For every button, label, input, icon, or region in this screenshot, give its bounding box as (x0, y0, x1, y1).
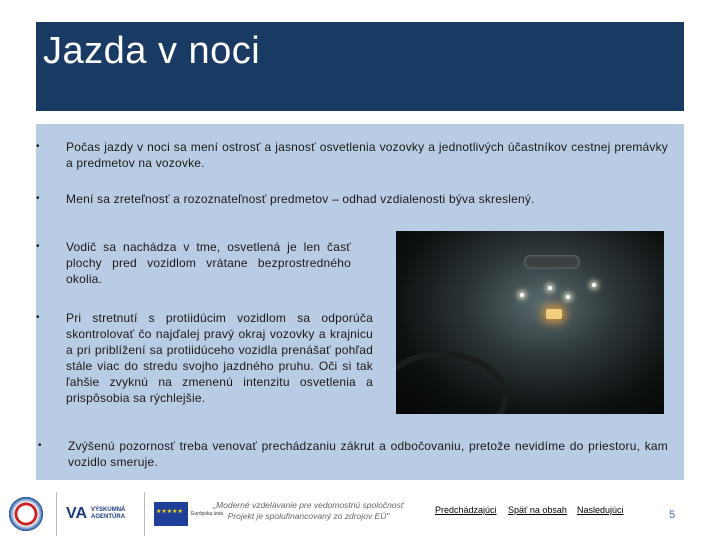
rearview-mirror-shape (524, 255, 580, 269)
footer-logos (6, 492, 416, 538)
crest-icon (6, 494, 46, 534)
bullet-marker: • (36, 241, 40, 252)
bullet-text: Zvýšenú pozornosť treba venovať prechádzaniu zákrut a odbočovaniu, pretože nevidíme do priestoru, kam vozidlo smeruje. (68, 439, 668, 469)
agency-mark-icon: VA (66, 505, 88, 522)
bullet-item (36, 310, 373, 406)
divider (56, 492, 57, 536)
contents-link[interactable]: Späť na obsah (508, 505, 567, 515)
eu-label: Európska únia (191, 511, 223, 517)
street-light (520, 293, 524, 297)
eu-flag-icon (154, 502, 188, 526)
oncoming-car-lights (546, 309, 562, 319)
slide-title: Jazda v noci (43, 30, 261, 72)
bullet-text: Pri stretnutí s protiidúcim vozidlom sa odporúča skontrolovať čo najďalej pravý okraj vozovky a krajnicu a pri priblížení sa protiidúceho vozidla prenášať pohľad stále viac do stredu svojho jazdného pruhu. Oči si tak ľahšie zvyknú na zmenenú intenzitu osvetlenia a prispôsobia sa rýchlejšie. (66, 311, 373, 405)
slogan-line: Projekt je spolufinancovaný zo zdrojov EÚ" (227, 511, 390, 521)
bullet-item (38, 438, 668, 470)
night-driving-photo (396, 231, 664, 414)
project-slogan (206, 500, 411, 522)
bullet-text: Mení sa zreteľnosť a rozoznateľnosť predmetov – odhad vzdialenosti býva skreslený. (66, 192, 535, 206)
street-light (566, 295, 570, 299)
agency-logo (66, 492, 136, 536)
page-number: 5 (669, 509, 676, 521)
bullet-text: Počas jazdy v noci sa mení ostrosť a jasnosť osvetlenia vozovky a jednotlivých účastníkov cestnej premávky a predmetov na vozovke. (66, 140, 668, 170)
bullet-item (36, 191, 668, 207)
agency-logo-text: VÝSKUMNÁ AGENTÚRA (91, 507, 126, 520)
bullet-marker: • (36, 193, 40, 204)
divider (144, 492, 145, 536)
bullet-marker: • (36, 141, 40, 152)
street-light (592, 283, 596, 287)
slogan-line: „Moderné vzdelávanie pre vedomostnú spoločnosť (213, 500, 404, 510)
title-bar (36, 22, 684, 111)
ministry-crest (6, 492, 46, 536)
bullet-marker: • (38, 440, 42, 451)
bullet-marker: • (36, 312, 40, 323)
bullet-item (36, 139, 668, 171)
bullet-item (36, 239, 351, 287)
next-link[interactable]: Nasledujúci (577, 505, 624, 515)
steering-wheel-shape (396, 351, 508, 414)
bullet-text: Vodič sa nachádza v tme, osvetlená je len časť plochy pred vozidlom vrátane bezprostredného okolia. (66, 240, 351, 286)
street-light (548, 286, 552, 290)
previous-link[interactable]: Predchádzajúci (435, 505, 497, 515)
